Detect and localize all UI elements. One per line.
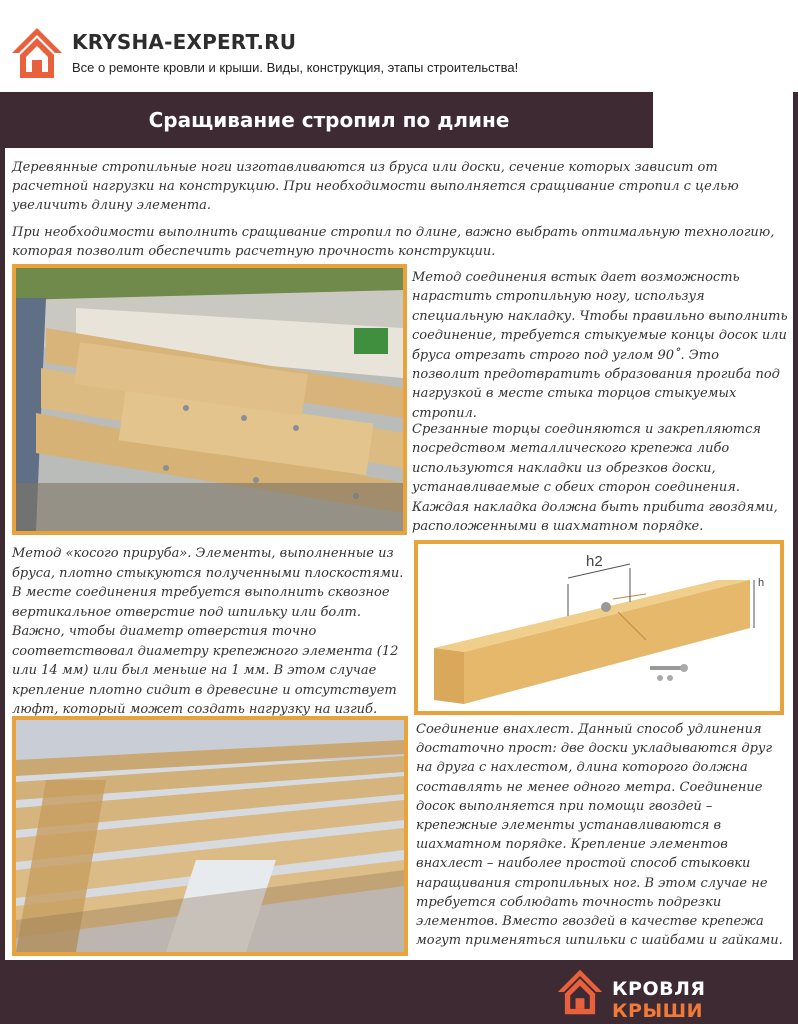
butt-joint-text-2: Срезанные торцы соединяются и закрепляются посредством металлического крепежа либо используются накладки из обрезков доски, устанавливаемые с обеих сторон соединения. Каждая накладка должна быть прибита гвоздями, расположенными в шахматном порядке. bbox=[412, 422, 778, 535]
h-dimension-label: h bbox=[758, 577, 765, 589]
overlap-joint-photo bbox=[12, 716, 408, 956]
intro-paragraph-1: Деревянные стропильные ноги изготавливаются из бруса или доски, сечение которых зависит от расчетной нагрузки на конструкцию. При необходимости выполняется сращивание стропил с целью увеличить длину элемента. bbox=[12, 160, 739, 213]
intro-paragraph-2: При необходимости выполнить сращивание стропил по длине, важно выбрать оптимальную технологию, которая позволит обеспечить расчетную прочность конструкции. bbox=[12, 225, 775, 259]
site-header bbox=[0, 0, 798, 92]
house-logo-icon[interactable] bbox=[556, 968, 604, 1016]
overlap-joint-text: Соединение внахлест. Данный способ удлинения достаточно прост: две доски укладываются друг на друга с нахлестом, длина которого должна составлять не менее одного метра. Соединение досок выполняется при помощи гвоздей – крепежные элементы устанавливаются в шахматном порядке. Крепление элементов внахлест – наиболее простой способ стыковки наращивания стропильных ног. В этом случае не требуется соблюдать точность подрезки элементов. Вместо гвоздей в качестве крепежа могут применяться шпильки с шайбами и гайками. bbox=[416, 722, 783, 949]
oblique-cut-text: Метод «косого прируба». Элементы, выполненные из бруса, плотно стыкуются полученными плоскостями. В месте соединения требуется выполнить сквозное вертикальное отверстие под шпильку или болт. Важно, чтобы диаметр отверстия точно соответствовал диаметру крепежного элемента (12 или 14 мм) или был меньше на 1 мм. В этом случае крепление плотно сидит в древесине и отсутствует люфт, который может создать нагрузку на изгиб. bbox=[12, 546, 404, 717]
butt-joint-photo bbox=[12, 264, 407, 535]
footer-brand-word-2: КРЫШИ bbox=[612, 1000, 704, 1022]
article-title: Сращивание стропил по длине bbox=[5, 92, 653, 148]
oblique-cut-diagram bbox=[414, 540, 784, 715]
site-name[interactable]: KRYSHA-EXPERT.RU bbox=[72, 30, 297, 54]
h2-dimension-label: h2 bbox=[586, 553, 603, 570]
site-footer bbox=[0, 960, 798, 1024]
footer-brand-word-1: КРОВЛЯ bbox=[612, 978, 706, 1000]
butt-joint-text-1: Метод соединения встык дает возможность нарастить стропильную ногу, используя специальную накладку. Чтобы правильно выполнить соединение, требуется стыкуемые концы досок или бруса отрезать строго под углом 90˚. Это позволит предотвратить образования прогиба под нагрузкой в месте стыка торцов стыкуемых стропил. bbox=[412, 270, 788, 421]
frame-border-left bbox=[0, 92, 5, 960]
frame-border-right bbox=[793, 92, 798, 960]
site-tagline: Все о ремонте кровли и крыши. Виды, конструкция, этапы строительства! bbox=[72, 60, 519, 75]
footer-brand[interactable] bbox=[612, 978, 798, 1022]
house-logo-icon[interactable] bbox=[10, 26, 64, 80]
